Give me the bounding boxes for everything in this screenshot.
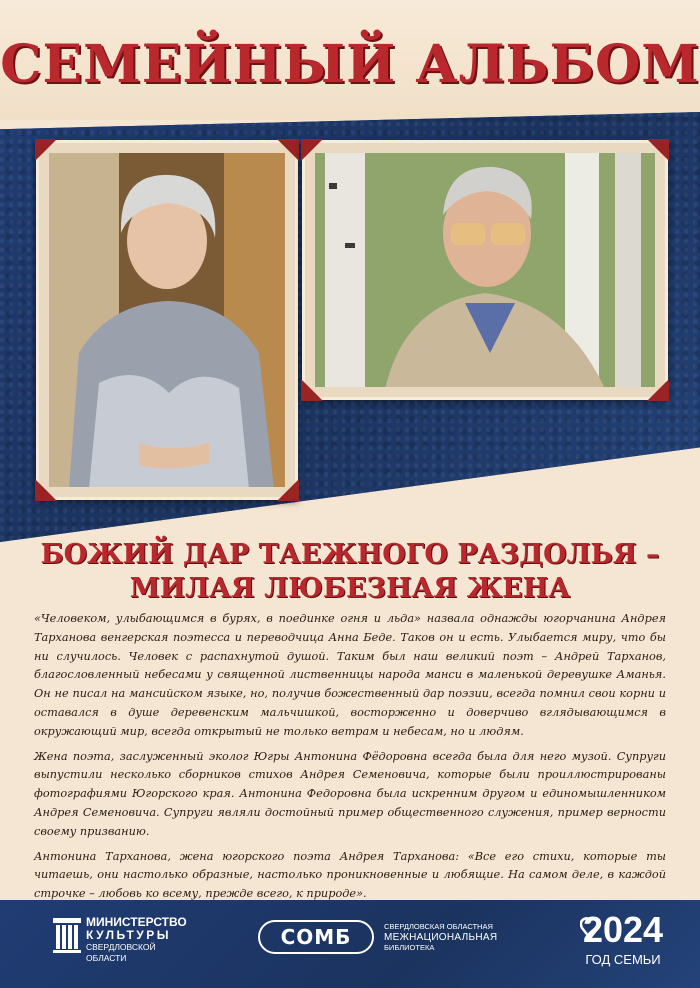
photo-man-image	[315, 153, 655, 387]
man-portrait-illustration	[315, 153, 655, 387]
library-name	[384, 922, 497, 953]
article-heading	[40, 538, 660, 606]
ministry-line3: СВЕРДЛОВСКОЙ ОБЛАСТИ	[86, 942, 156, 963]
ministry-line1: МИНИСТЕРСТВО	[86, 915, 187, 929]
article-paragraph: Жена поэта, заслуженный эколог Югры Антонина Фёдоровна всегда была для него музой. Супруги выпустили несколько сборников стихов Андрея Семеновича, которые были проиллюстрированы фотографиями Югорского края. Антонина Федоровна была искренним другом и единомышленником Андрея Семеновича. Супруги являли достойный пример общественного служения, пример верности своему призванию.	[34, 749, 666, 838]
ministry-line2: КУЛЬТУРЫ	[86, 928, 172, 942]
library-line3: БИБЛИОТЕКА	[384, 943, 435, 952]
library-emblem	[258, 920, 374, 954]
page-title: СЕМЕЙНЫЙ АЛЬБОМ	[0, 34, 700, 95]
library-line1: СВЕРДЛОВСКАЯ ОБЛАСТНАЯ	[384, 922, 493, 931]
column-icon	[52, 916, 82, 954]
library-logo	[258, 920, 518, 960]
library-emblem-text: СОМБ	[280, 925, 352, 949]
year-subtitle: ГОД СЕМЬИ	[585, 952, 661, 967]
article-heading-line1: БОЖИЙ ДАР ТАЕЖНОГО РАЗДОЛЬЯ –	[40, 539, 660, 570]
article-body	[34, 610, 666, 910]
library-line2: МЕЖНАЦИОНАЛЬНАЯ	[384, 932, 498, 943]
year-value: 2024	[582, 909, 664, 950]
year-of-family-logo	[578, 910, 668, 970]
ministry-name	[86, 916, 192, 964]
footer	[0, 900, 700, 988]
ministry-logo	[52, 914, 192, 963]
photo-man	[302, 140, 668, 400]
article-paragraph: Антонина Тарханова, жена югорского поэта Андрея Тарханова: «Все его стихи, которые ты читаешь, они настолько образные, настолько проникновенные и любящие. На самом деле, в каждой строчке – любовь ко всему, прежде всего, к природе».	[34, 849, 666, 901]
article-paragraph: «Человеком, улыбающимся в бурях, в поединке огня и льда» назвала однажды югорчанина Андрея Тарханова венгерская поэтесса и переводчица Анна Беде. Таков он и есть. Улыбается миру, что бы ни случилось. Человек с распахнутой душой. Таким был наш великий поэт – Андрей Тарханов, благословленный небесами у священной лиственницы народа манси в маленькой деревушке Аманья. Он не писал на мансийском языке, но, получив божественный дар поэзии, всегда помнил свои корни и оставался в душе деревенским мальчишкой, восторженно и доверчиво вглядывающимся в окружающий мир, всегда открытый не только ветрам и небесам, но и людям.	[34, 612, 666, 738]
photo-woman-image	[49, 153, 285, 487]
photo-woman	[36, 140, 298, 500]
woman-portrait-illustration	[49, 153, 285, 487]
article-heading-line2: МИЛАЯ ЛЮБЕЗНАЯ ЖЕНА	[129, 573, 571, 604]
header-band	[0, 0, 700, 120]
